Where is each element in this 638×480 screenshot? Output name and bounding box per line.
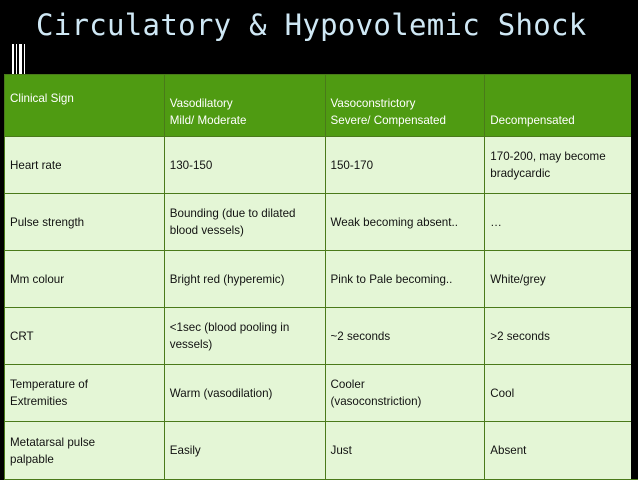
cell-text: … bbox=[490, 215, 502, 229]
cell-text: 130-150 bbox=[169, 158, 213, 172]
cell-text: CRT bbox=[10, 329, 34, 343]
cell-text: Cooler bbox=[330, 378, 365, 391]
cell-text: (vasoconstriction) bbox=[330, 395, 422, 408]
cell-sign bbox=[5, 137, 165, 194]
cell-text: Cool bbox=[490, 386, 515, 400]
cell-decompensated bbox=[485, 365, 638, 422]
cell-text: palpable bbox=[10, 452, 54, 466]
cell-text: vessels) bbox=[169, 338, 213, 351]
title-bar bbox=[0, 0, 638, 60]
cell-vasoconstrictory bbox=[325, 422, 485, 480]
cell-text: Warm (vasodilation) bbox=[169, 386, 273, 400]
cell-vasoconstrictory bbox=[325, 365, 485, 422]
cell-text: Extremities bbox=[10, 395, 68, 408]
header-clinical-sign bbox=[5, 75, 165, 137]
shock-table bbox=[4, 74, 638, 480]
cell-vasodilatory bbox=[164, 137, 325, 194]
table-row bbox=[5, 194, 638, 251]
header-vasodilatory bbox=[164, 75, 325, 137]
header-decompensated bbox=[485, 75, 638, 137]
cell-text: Easily bbox=[169, 444, 201, 457]
header-decompensated-text: Decompensated bbox=[490, 114, 575, 127]
cell-decompensated bbox=[485, 422, 638, 480]
cell-vasodilatory bbox=[164, 422, 325, 480]
cell-sign bbox=[5, 365, 165, 422]
cell-vasodilatory bbox=[164, 251, 325, 308]
cell-text: White/grey bbox=[490, 272, 546, 286]
cell-text: Mm colour bbox=[10, 272, 65, 286]
cell-text: Weak becoming absent.. bbox=[330, 215, 458, 229]
cell-decompensated bbox=[485, 137, 638, 194]
header-vasoconstrictory bbox=[325, 75, 485, 137]
cell-text: Bounding (due to dilated bbox=[169, 207, 296, 220]
cell-text: Bright red (hyperemic) bbox=[169, 272, 285, 286]
cell-text: ~2 seconds bbox=[330, 329, 391, 343]
cell-text: >2 seconds bbox=[490, 329, 550, 343]
cell-text: Heart rate bbox=[10, 158, 62, 172]
cell-decompensated bbox=[485, 251, 638, 308]
cell-vasodilatory bbox=[164, 194, 325, 251]
cell-text: Pulse strength bbox=[10, 215, 85, 229]
cell-decompensated bbox=[485, 194, 638, 251]
table-row bbox=[5, 137, 638, 194]
cell-text: 170-200, may become bbox=[490, 150, 606, 163]
header-vasodilatory-line2: Mild/ Moderate bbox=[169, 114, 247, 127]
cell-sign bbox=[5, 308, 165, 365]
cell-text: <1sec (blood pooling in bbox=[169, 321, 290, 334]
cell-sign bbox=[5, 251, 165, 308]
cell-vasoconstrictory bbox=[325, 251, 485, 308]
cell-vasoconstrictory bbox=[325, 137, 485, 194]
header-vasodilatory-line1: Vasodilatory bbox=[169, 97, 233, 110]
table-row bbox=[5, 365, 638, 422]
cell-vasodilatory bbox=[164, 308, 325, 365]
cell-text: Metatarsal pulse bbox=[10, 435, 96, 449]
header-row bbox=[5, 75, 638, 137]
cell-text: blood vessels) bbox=[169, 224, 244, 237]
cell-text: bradycardic bbox=[490, 167, 551, 180]
table-row bbox=[5, 422, 638, 480]
right-edge-bar bbox=[631, 74, 638, 479]
cell-vasodilatory bbox=[164, 365, 325, 422]
cell-text: Temperature of bbox=[10, 378, 88, 391]
slide-title: Circulatory & Hypovolemic Shock bbox=[36, 8, 587, 42]
header-vasoconstrictory-line1: Vasoconstrictory bbox=[330, 97, 416, 110]
cell-vasoconstrictory bbox=[325, 194, 485, 251]
cell-text: Just bbox=[330, 444, 352, 457]
cell-text: 150-170 bbox=[330, 158, 374, 172]
cell-text: Absent bbox=[490, 444, 527, 457]
table-row bbox=[5, 308, 638, 365]
cell-text: Pink to Pale becoming.. bbox=[330, 272, 453, 286]
header-vasoconstrictory-line2: Severe/ Compensated bbox=[330, 114, 446, 127]
cell-vasoconstrictory bbox=[325, 308, 485, 365]
decorative-bars bbox=[12, 44, 26, 74]
header-clinical-sign-text: Clinical Sign bbox=[10, 92, 74, 105]
cell-sign bbox=[5, 194, 165, 251]
cell-sign bbox=[5, 422, 165, 480]
cell-decompensated bbox=[485, 308, 638, 365]
table-row bbox=[5, 251, 638, 308]
